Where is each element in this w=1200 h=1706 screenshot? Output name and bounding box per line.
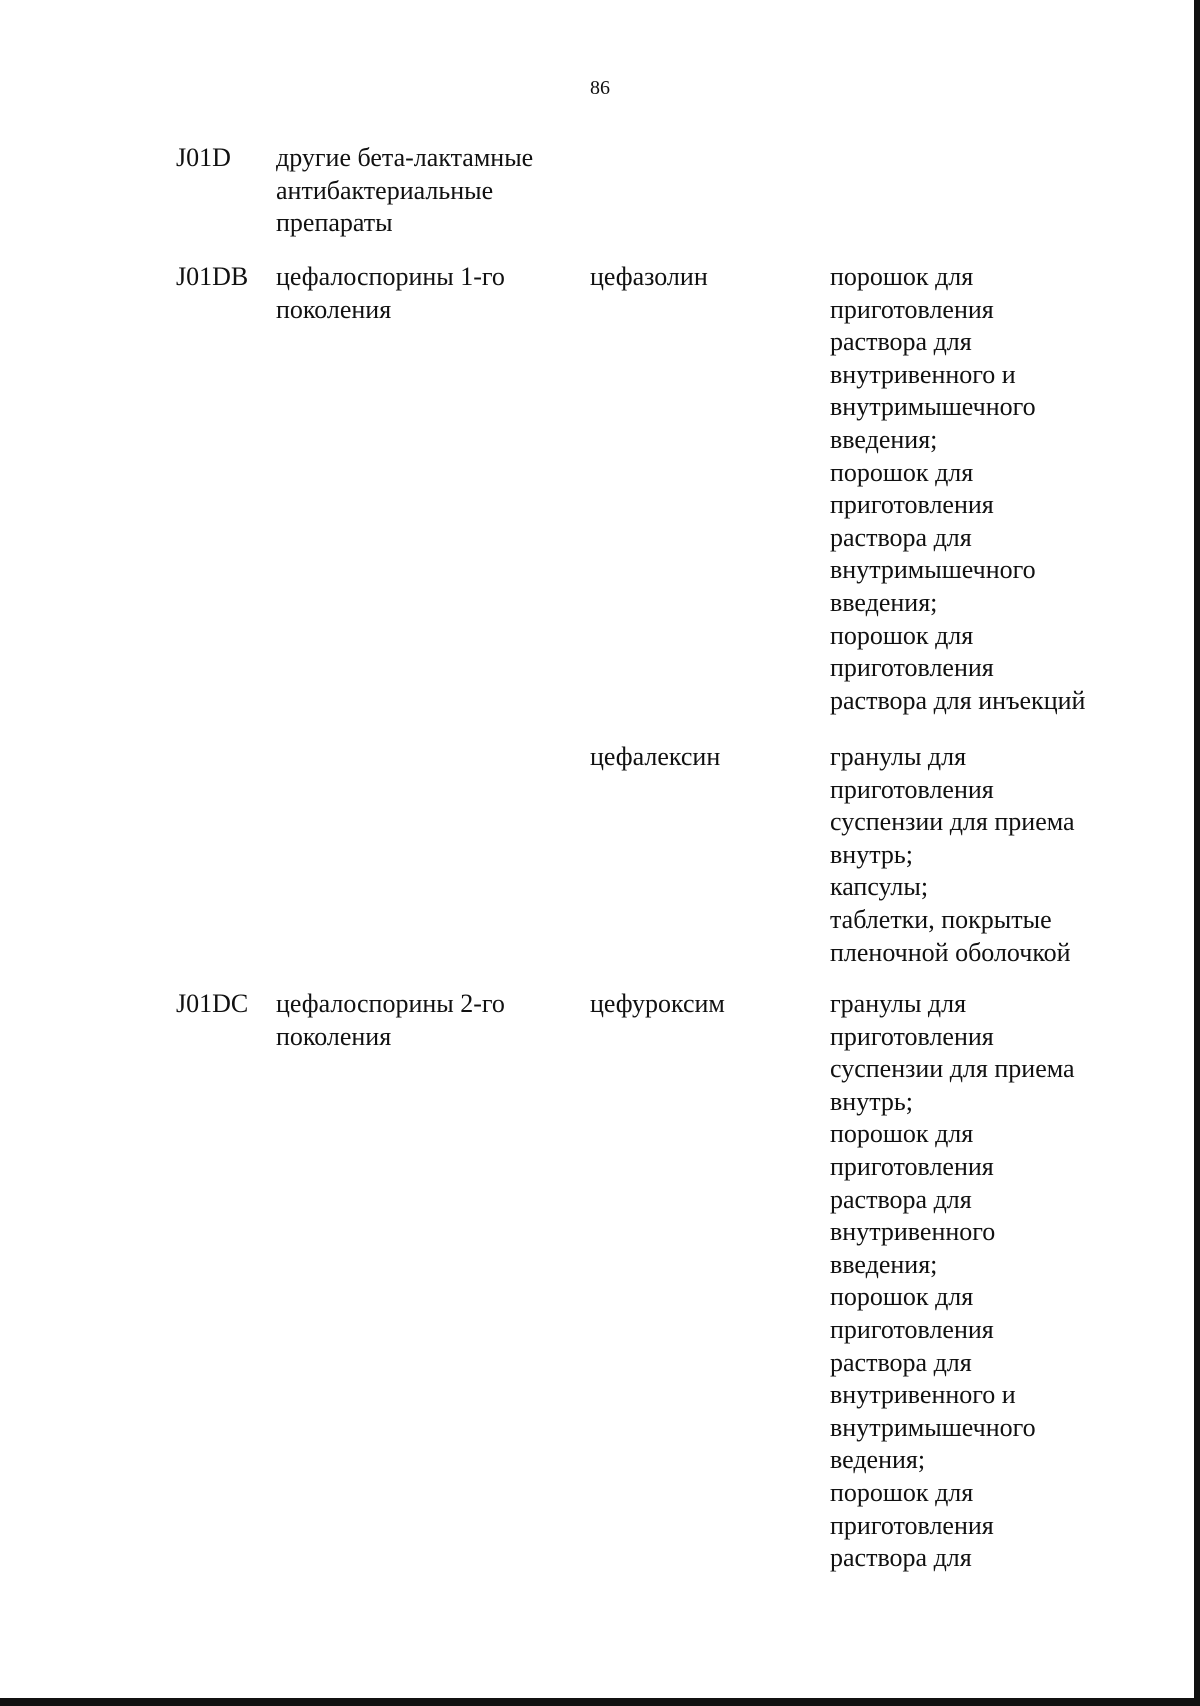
dosage-forms-cefalexin: гранулы для приготовления суспензии для приема внутрь; капсулы; таблетки, покрытые пленочной оболочкой xyxy=(830,742,1075,967)
dosage-forms-cefazolin: порошок для приготовления раствора для внутривенного и внутримышечного введения; порошок для приготовления раствора для внутримышечного введения; порошок для приготовления раствора для инъекций xyxy=(830,262,1086,715)
group-description-j01d: другие бета-лактамные антибактериальные препараты xyxy=(276,143,534,238)
atc-code-j01db: J01DB xyxy=(176,262,249,291)
scan-border-bottom xyxy=(0,1698,1200,1706)
scan-border-right xyxy=(1194,0,1200,1706)
group-description-j01db: цефалоспорины 1-го поколения xyxy=(276,262,505,324)
atc-code-j01d: J01D xyxy=(176,143,231,172)
atc-code-j01dc: J01DC xyxy=(176,989,249,1018)
drug-name-cefazolin: цефазолин xyxy=(590,262,708,291)
dosage-forms-cefuroxime: гранулы для приготовления суспензии для приема внутрь; порошок для приготовления раствора для внутривенного введения; порошок для приготовления раствора для внутривенного и внутримышечного ведения; порошок для приготовления раствора для xyxy=(830,989,1075,1573)
drug-name-cefalexin: цефалексин xyxy=(590,742,721,771)
page-number: 86 xyxy=(590,77,610,99)
group-description-j01dc: цефалоспорины 2-го поколения xyxy=(276,989,505,1051)
drug-name-cefuroxime: цефуроксим xyxy=(590,989,725,1018)
